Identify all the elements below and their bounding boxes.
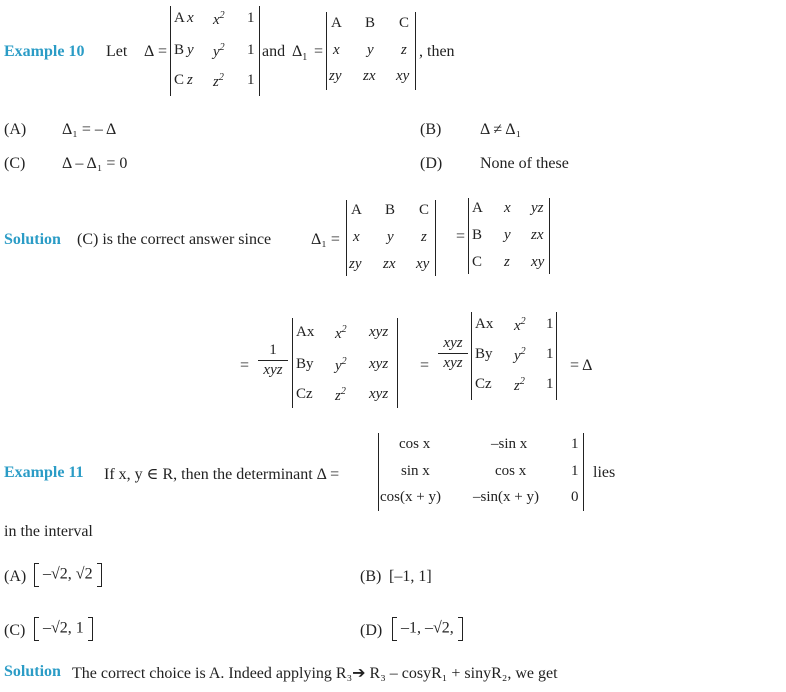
det-cell: $y^2$ bbox=[213, 42, 225, 60]
det-cell: cos x bbox=[495, 463, 527, 479]
equals-delta: = Δ bbox=[570, 357, 593, 374]
example-10-label: Example 10 bbox=[4, 43, 85, 60]
determinant-delta1-copy bbox=[346, 200, 436, 276]
det-cell: xyz bbox=[369, 356, 389, 372]
option-c-text: Δ – Δ₁ = 0 bbox=[62, 155, 128, 172]
det-cell: zy bbox=[349, 256, 362, 272]
det-cell: y bbox=[387, 229, 394, 245]
det-cell: $z^2$ bbox=[335, 386, 346, 404]
det-cell: cos(x + y) bbox=[380, 489, 441, 505]
equals-sign: = bbox=[158, 43, 168, 60]
det-cell: xy bbox=[531, 254, 545, 270]
det-cell: By bbox=[296, 356, 314, 372]
option-c-label: (C) bbox=[4, 622, 26, 639]
delta-symbol: Δ bbox=[144, 43, 155, 60]
det-cell: zx bbox=[383, 256, 396, 272]
det-cell: x bbox=[187, 10, 194, 26]
det-cell: $x^2$ bbox=[335, 324, 347, 342]
equals-sign: = bbox=[456, 228, 466, 245]
det-cell: –sin(x + y) bbox=[473, 489, 539, 505]
option-d-interval: –1, –√2, bbox=[392, 617, 463, 641]
det-cell: zx bbox=[531, 227, 544, 243]
det-cell: C bbox=[399, 15, 410, 31]
det-cell: 1 bbox=[546, 316, 554, 332]
det-cell: z bbox=[401, 42, 407, 58]
solution-label: Solution bbox=[4, 663, 61, 680]
determinant-delta1 bbox=[326, 12, 416, 90]
det-cell: $y^2$ bbox=[335, 356, 347, 374]
then-text: , then bbox=[419, 43, 455, 60]
det-cell: 1 bbox=[546, 346, 554, 362]
det-cell: 1 bbox=[247, 10, 255, 26]
det-cell: –sin x bbox=[491, 436, 528, 452]
det-cell: y bbox=[367, 42, 374, 58]
det-cell: sin x bbox=[401, 463, 430, 479]
det-cell: Cz bbox=[475, 376, 492, 392]
option-a-interval: –√2, √2 bbox=[34, 563, 102, 587]
det-cell: A bbox=[472, 200, 483, 216]
det-cell: B bbox=[174, 42, 185, 58]
solution-label: Solution bbox=[4, 231, 61, 248]
option-a-label: (A) bbox=[4, 568, 27, 585]
option-d-text: None of these bbox=[480, 155, 569, 172]
det-cell: $x^2$ bbox=[514, 316, 526, 334]
det-cell: zy bbox=[329, 68, 342, 84]
equals-sign: = bbox=[240, 357, 250, 374]
det-cell: y bbox=[504, 227, 511, 243]
det-cell: 1 bbox=[546, 376, 554, 392]
det-cell: z bbox=[504, 254, 510, 270]
det-cell: xyz bbox=[369, 324, 389, 340]
det-cell: cos x bbox=[399, 436, 431, 452]
det-cell: y bbox=[187, 42, 194, 58]
det-cell: x bbox=[504, 200, 511, 216]
determinant-delta bbox=[170, 6, 260, 96]
fraction-xyz-over-xyz bbox=[438, 335, 468, 372]
det-cell: Cz bbox=[296, 386, 313, 402]
det-cell: z bbox=[421, 229, 427, 245]
det-cell: x bbox=[333, 42, 340, 58]
let-text: Let bbox=[106, 43, 128, 60]
lies-text: lies bbox=[593, 464, 616, 481]
determinant-original bbox=[471, 312, 557, 400]
delta1-symbol: $\Delta_1$ bbox=[292, 43, 308, 64]
det-cell: Ax bbox=[296, 324, 315, 340]
det-cell: zx bbox=[363, 68, 376, 84]
fraction-denominator: xyz bbox=[443, 355, 463, 371]
det-cell: xyz bbox=[369, 386, 389, 402]
delta1-equals: Δ₁ = bbox=[311, 231, 340, 248]
option-b-label: (B) bbox=[360, 568, 382, 585]
det-cell: 0 bbox=[571, 489, 579, 505]
fraction-denominator: xyz bbox=[263, 362, 283, 378]
and-text: and bbox=[262, 43, 286, 60]
option-c-interval: –√2, 1 bbox=[34, 617, 93, 641]
det-cell: 1 bbox=[247, 72, 255, 88]
determinant-trig bbox=[378, 433, 584, 511]
det-cell: xy bbox=[416, 256, 430, 272]
det-cell: 1 bbox=[247, 42, 255, 58]
det-cell: x bbox=[353, 229, 360, 245]
determinant-scaled bbox=[292, 318, 398, 408]
det-cell: Ax bbox=[475, 316, 494, 332]
fraction-numerator: 1 bbox=[269, 342, 277, 358]
example-11-label: Example 11 bbox=[4, 464, 84, 481]
det-cell: $z^2$ bbox=[514, 376, 525, 394]
solution-text: The correct choice is A. Indeed applying R₃➔ R₃ – cosyR₁ + sinyR₂, we get bbox=[72, 665, 558, 682]
det-cell: yz bbox=[531, 200, 544, 216]
option-a-text: Δ₁ = – Δ bbox=[62, 121, 117, 138]
det-cell: z bbox=[187, 72, 193, 88]
option-d-label: (D) bbox=[360, 622, 383, 639]
option-d-label: (D) bbox=[420, 155, 443, 172]
det-cell: B bbox=[385, 202, 396, 218]
option-b-interval: [–1, 1] bbox=[389, 568, 432, 585]
det-cell: B bbox=[365, 15, 376, 31]
equals-sign: = bbox=[314, 43, 324, 60]
determinant-transpose bbox=[468, 198, 550, 274]
det-cell: xy bbox=[396, 68, 410, 84]
det-cell: A bbox=[351, 202, 362, 218]
det-cell: C bbox=[472, 254, 483, 270]
det-cell: $x^2$ bbox=[213, 10, 225, 28]
example-11-text: If x, y ∈ R, then the determinant Δ = bbox=[104, 466, 340, 483]
option-b-text: Δ ≠ Δ₁ bbox=[480, 121, 522, 138]
det-cell: A bbox=[331, 15, 342, 31]
option-c-label: (C) bbox=[4, 155, 26, 172]
det-cell: $y^2$ bbox=[514, 346, 526, 364]
option-a-label: (A) bbox=[4, 121, 27, 138]
solution-text: (C) is the correct answer since bbox=[77, 231, 272, 248]
option-b-label: (B) bbox=[420, 121, 442, 138]
det-cell: $z^2$ bbox=[213, 72, 224, 90]
det-cell: 1 bbox=[571, 463, 579, 479]
det-cell: C bbox=[419, 202, 430, 218]
det-cell: C bbox=[174, 72, 185, 88]
det-cell: A bbox=[174, 10, 185, 26]
interval-text: in the interval bbox=[4, 523, 93, 540]
det-cell: By bbox=[475, 346, 493, 362]
fraction-numerator: xyz bbox=[443, 335, 463, 351]
det-cell: 1 bbox=[571, 436, 579, 452]
equals-sign: = bbox=[420, 357, 430, 374]
fraction-1-over-xyz bbox=[258, 342, 288, 379]
det-cell: B bbox=[472, 227, 483, 243]
